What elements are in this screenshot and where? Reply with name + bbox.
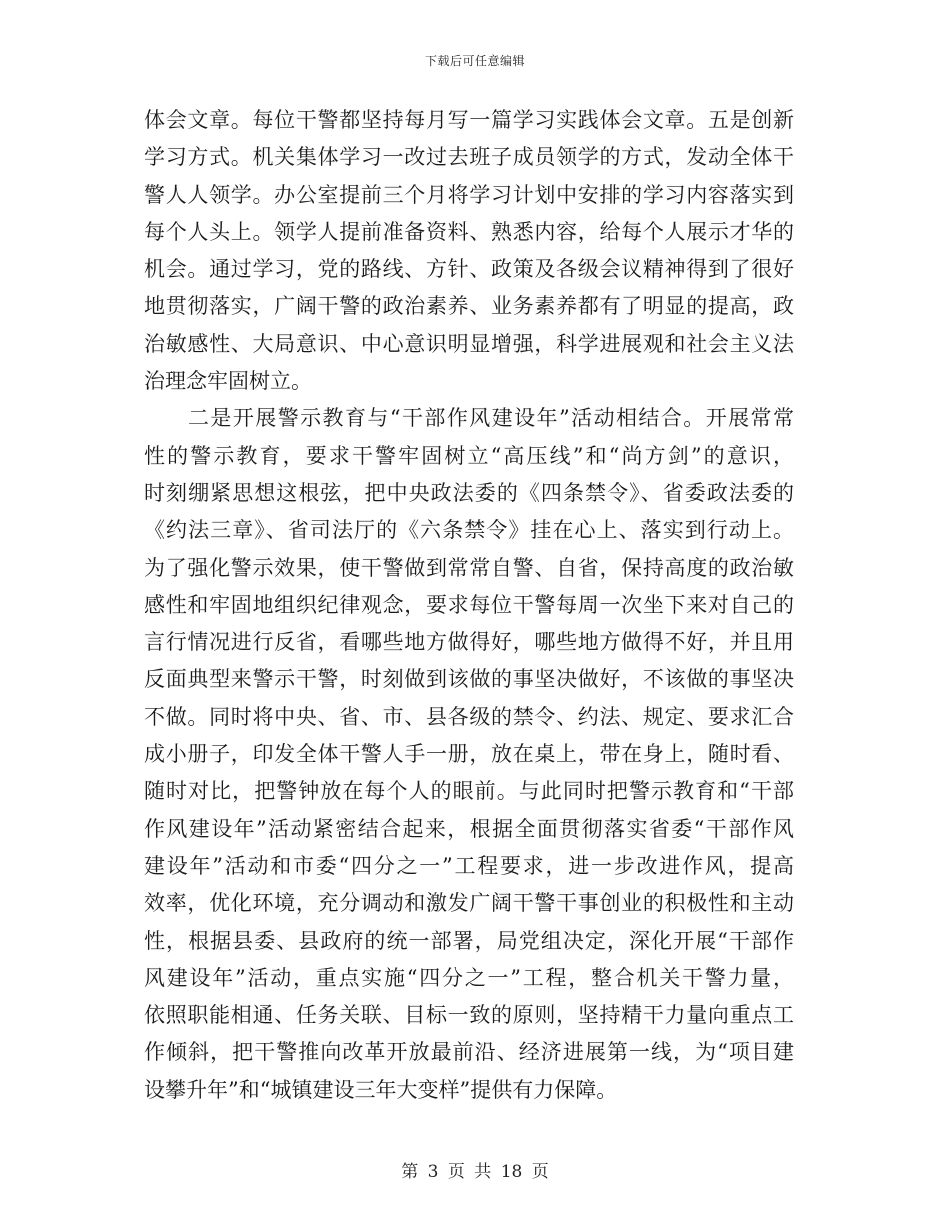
text-line: 体会文章。每位干警都坚持每月写一篇学习实践体会文章。五是创新 bbox=[144, 108, 794, 132]
text-line: 机会。通过学习，党的路线、方针、政策及各级会议精神得到了很好 bbox=[144, 257, 794, 282]
text-line: 每个人头上。领学人提前准备资料、熟悉内容，给每个人展示才华的 bbox=[144, 219, 794, 244]
text-line: 学习方式。机关集体学习一改过去班子成员领学的方式，发动全体干 bbox=[144, 145, 794, 170]
page-header: 下载后可任意编辑 bbox=[424, 54, 525, 68]
text-line: 感性和牢固地组织纪律观念，要求每位干警每周一次坐下来对自己的 bbox=[144, 592, 794, 617]
text-line: 不做。同时将中央、省、市、县各级的禁令、约法、规定、要求汇合 bbox=[144, 704, 794, 729]
paragraph-1 bbox=[144, 102, 794, 400]
text-line: 作风建设年”活动紧密结合起来，根据全面贯彻落实省委“干部作风 bbox=[144, 816, 794, 841]
text-line: 性，根据县委、县政府的统一部署，局党组决定，深化开展“干部作 bbox=[144, 928, 794, 953]
text-line: 时刻绷紧思想这根弦，把中央政法委的《四条禁令》、省委政法委的 bbox=[144, 480, 794, 505]
text-line: 为了强化警示效果，使干警做到常常自警、自省，保持高度的政治敏 bbox=[144, 555, 794, 580]
text-line: 性的警示教育，要求干警牢固树立“高压线”和“尚方剑”的意识， bbox=[144, 443, 794, 468]
text-line: 二是开展警示教育与“干部作风建设年”活动相结合。开展常常 bbox=[188, 406, 794, 431]
text-line: 建设年”活动和市委“四分之一”工程要求，进一步改进作风，提高 bbox=[144, 853, 794, 878]
paragraph-2 bbox=[144, 400, 794, 1109]
text-line: 依照职能相通、任务关联、目标一致的原则，坚持精干力量向重点工 bbox=[144, 1003, 794, 1028]
text-line: 《约法三章》、省司法厅的《六条禁令》挂在心上、落实到行动上。 bbox=[144, 518, 794, 543]
page-footer: 第 3 页 共 18 页 bbox=[401, 1162, 549, 1182]
text-line: 治理念牢固树立。 bbox=[144, 369, 312, 394]
text-line: 作倾斜，把干警推向改革开放最前沿、经济进展第一线，为“项目建 bbox=[144, 1040, 794, 1065]
text-line: 反面典型来警示干警，时刻做到该做的事坚决做好，不该做的事坚决 bbox=[144, 667, 794, 692]
text-line: 言行情况进行反省，看哪些地方做得好，哪些地方做得不好，并且用 bbox=[144, 630, 794, 655]
text-line: 设攀升年”和“城镇建设三年大变样”提供有力保障。 bbox=[144, 1077, 618, 1102]
document-body bbox=[144, 102, 794, 1109]
text-line: 风建设年”活动，重点实施“四分之一”工程，整合机关干警力量， bbox=[144, 965, 794, 990]
text-line: 警人人领学。办公室提前三个月将学习计划中安排的学习内容落实到 bbox=[144, 182, 794, 207]
text-line: 成小册子，印发全体干警人手一册，放在桌上，带在身上，随时看、 bbox=[144, 742, 794, 767]
text-line: 随时对比，把警钟放在每个人的眼前。与此同时把警示教育和“干部 bbox=[144, 779, 794, 804]
text-line: 治敏感性、大局意识、中心意识明显增强，科学进展观和社会主义法 bbox=[144, 331, 794, 356]
text-line: 地贯彻落实，广阔干警的政治素养、业务素养都有了明显的提高，政 bbox=[144, 294, 794, 319]
text-line: 效率，优化环境，充分调动和激发广阔干警干事创业的积极性和主动 bbox=[144, 891, 794, 916]
